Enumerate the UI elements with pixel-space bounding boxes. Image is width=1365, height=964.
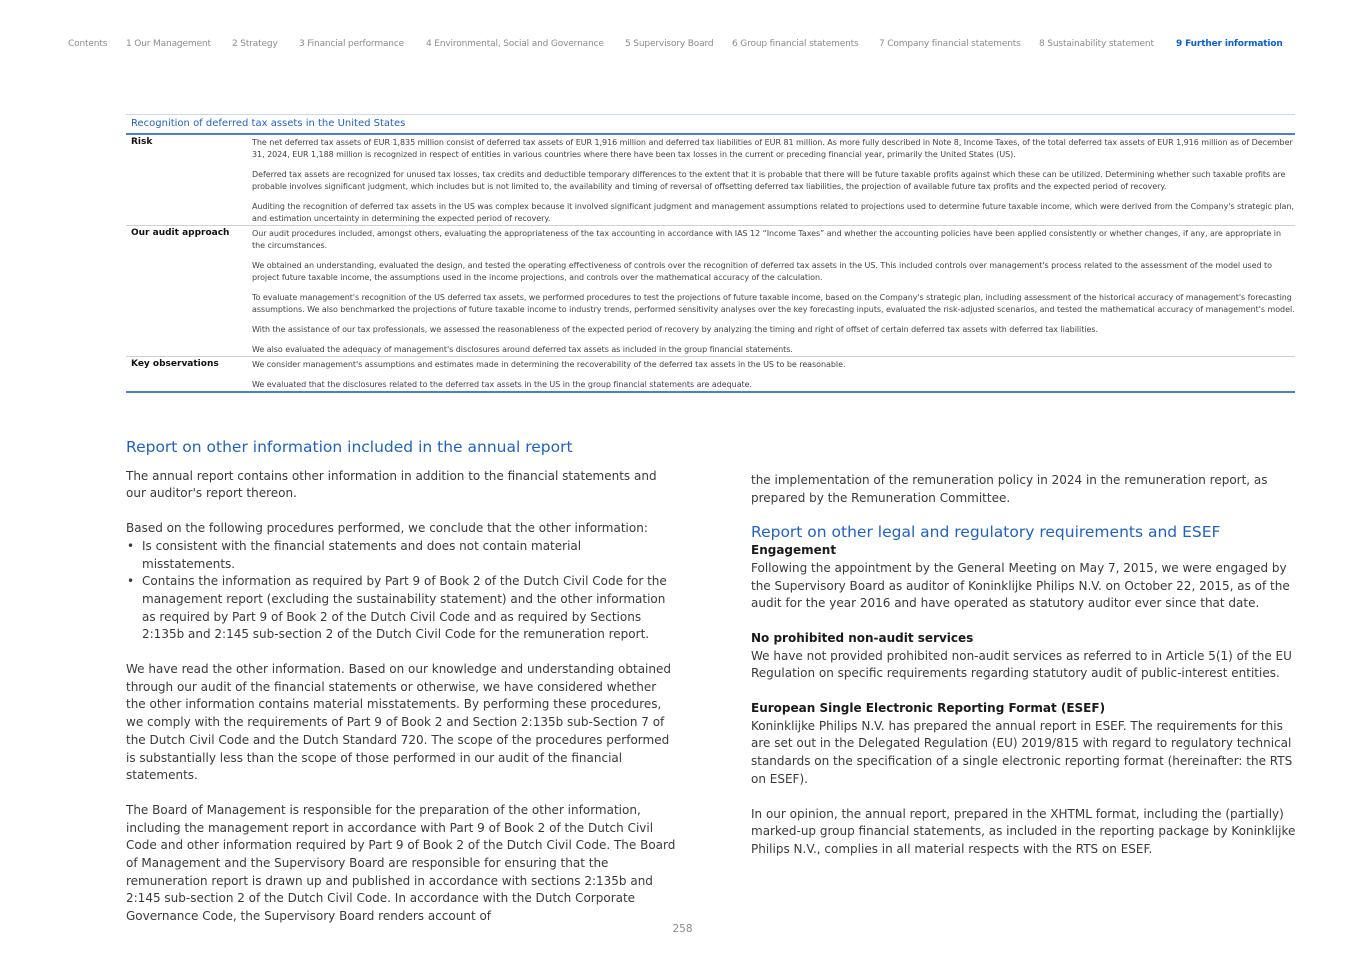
nav-item-contents[interactable]: Contents: [68, 39, 108, 49]
table-row-audit-approach: [126, 226, 1295, 357]
row-paragraph: To evaluate management's recognition of the US deferred tax assets, we performed procedures to test the projections of future taxable income, based on the Company's strategic plan, including assessment of the historical accuracy of management's forecasting assumptions. We also benchmarked the projections of future taxable income to industry trends, performed sensitivity analyses over the key forecasting inputs, evaluated the risk-adjusted scenarios, and tested the mathematical accuracy of management's model.: [252, 293, 1295, 314]
right-column: [751, 472, 1299, 876]
row-label: Our audit approach: [131, 228, 230, 238]
row-label: Key observations: [131, 359, 219, 369]
paragraph: The Board of Management is responsible for the preparation of the other information, including the management report in accordance with Part 9 of Book 2 of the Dutch Civil Code and other information required by Part 9 of Book 2 of the Dutch Civil Code. The Board of Management and the Supervisory Board are responsible for ensuring that the remuneration report is drawn up and published in accordance with sections 2:135b and 2:145 sub-section 2 of the Dutch Civil Code. In accordance with the Dutch Corporate Governance Code, the Supervisory Board renders account of: [126, 802, 676, 924]
paragraph: The annual report contains other information in addition to the financial statements and our auditor's report thereon.: [126, 468, 657, 501]
nav-item-esg[interactable]: 4 Environmental, Social and Governance: [426, 39, 604, 49]
row-content: [252, 226, 1295, 356]
paragraph: the implementation of the remuneration policy in 2024 in the remuneration report, as prepared by the Remuneration Committee.: [751, 473, 1268, 505]
nav-item-group-financial-statements[interactable]: 6 Group financial statements: [732, 39, 859, 49]
row-label: Risk: [131, 137, 153, 147]
table-title: Recognition of deferred tax assets in the United States: [131, 118, 406, 129]
left-column: [126, 439, 678, 943]
nav-item-company-financial-statements[interactable]: 7 Company financial statements: [879, 39, 1021, 49]
subheading-engagement: Engagement: [751, 543, 837, 558]
section-navigation: [68, 39, 1305, 53]
nav-item-financial-performance[interactable]: 3 Financial performance: [299, 39, 405, 49]
table-row-key-observations: [126, 357, 1295, 393]
key-audit-matter-table: [126, 114, 1295, 393]
paragraph-intro: Based on the following procedures performed, we conclude that the other information:: [126, 521, 648, 536]
row-paragraph: We evaluated that the disclosures related to the deferred tax assets in the US in the group financial statements are adequate.: [252, 380, 752, 389]
paragraph: We have not provided prohibited non-audit services as referred to in Article 5(1) of the EU Regulation on specific requirements regarding statutory audit of public-interest entities.: [751, 648, 1292, 681]
subheading-non-audit-services: No prohibited non-audit services: [751, 630, 974, 645]
row-paragraph: Deferred tax assets are recognized for unused tax losses, tax credits and deductible temporary differences to the extent that it is probable that there will be future taxable profits against which these can be utilized. Determining whether such taxable profits are probable involves significant judgment, which includes but is not limited to, the availability and timing of reversal of offsetting deferred tax liabilities, the projection of available future tax profits and the expected period of recovery.: [252, 170, 1286, 191]
row-paragraph: We obtained an understanding, evaluated the design, and tested the operating effectiveness of controls over the recognition of deferred tax assets in the US. This included controls over management's process related to the assessment of the model used to project future taxable income, the assumptions used in the income projections, and controls over the mathematical accuracy of the calculation.: [252, 261, 1272, 282]
nav-item-our-management[interactable]: 1 Our Management: [126, 39, 211, 49]
subheading-esef: European Single Electronic Reporting Format (ESEF): [751, 701, 1106, 716]
section-heading-legal-requirements: Report on other legal and regulatory requirements and ESEF: [751, 523, 1221, 542]
row-paragraph: Our audit procedures included, amongst others, evaluating the appropriateness of the tax accounting in accordance with IAS 12 “Income Taxes” and whether the accounting policies have been applied consistently or whether changes, if any, are appropriate in the circumstances.: [252, 229, 1281, 250]
nav-item-strategy[interactable]: 2 Strategy: [232, 39, 278, 49]
paragraph: We have read the other information. Based on our knowledge and understanding obtained through our audit of the financial statements or otherwise, we have considered whether the other information contains material misstatements. By performing these procedures, we comply with the requirements of Part 9 of Book 2 and Section 2:135b sub-Section 7 of the Dutch Civil Code and the Dutch Standard 720. The scope of the procedures performed is substantially less than the scope of those performed in our audit of the financial statements.: [126, 662, 671, 783]
row-paragraph: The net deferred tax assets of EUR 1,835 million consist of deferred tax assets of EUR 1,916 million and deferred tax liabilities of EUR 81 million. As more fully described in Note 8, Income Taxes, of the total deferred tax assets of EUR 1,916 million as of December 31, 2024, EUR 1,188 million is recognized in respect of entities in various countries where there have been tax losses in the current or preceding financial year, primarily the United States (US).: [252, 138, 1293, 159]
paragraph: Koninklijke Philips N.V. has prepared the annual report in ESEF. The requirements for this are set out in the Delegated Regulation (EU) 2019/815 with regard to regulatory technical standards on the specification of a single electronic reporting format (hereinafter: the RTS on ESEF).: [751, 718, 1293, 786]
nav-item-further-information[interactable]: 9 Further information: [1176, 39, 1283, 49]
section-heading-other-information: Report on other information included in the annual report: [126, 438, 573, 456]
row-paragraph: With the assistance of our tax professionals, we assessed the reasonableness of the expected period of recovery by analyzing the timing and right of offset of certain deferred tax assets with deferred tax liabilities.: [252, 325, 1098, 334]
page-number: 258: [672, 923, 693, 935]
nav-item-supervisory-board[interactable]: 5 Supervisory Board: [625, 39, 714, 49]
table-row-risk: [126, 135, 1295, 226]
paragraph: Following the appointment by the General Meeting on May 7, 2015, we were engaged by the Supervisory Board as auditor of Koninklijke Philips N.V. on October 22, 2015, as of the audit for the year 2016 and have operated as statutory auditor ever since that date.: [751, 560, 1290, 611]
list-item: • Contains the information as required by Part 9 of Book 2 of the Dutch Civil Code for the management report (excluding the sustainability statement) and the other information as required by Part 9 of Book 2 of the Dutch Civil Code and as required by Sections 2:135b and 2:145 sub-section 2 of the Dutch Civil Code for the remuneration report.: [126, 573, 678, 644]
row-content: [252, 135, 1295, 225]
row-content: [252, 357, 1295, 391]
row-paragraph: We also evaluated the adequacy of management's disclosures around deferred tax assets as included in the group financial statements.: [252, 345, 793, 354]
paragraph: In our opinion, the annual report, prepared in the XHTML format, including the (partially) marked-up group financial statements, as included in the reporting package by Koninklijke Philips N.V., complies in all material respects with the RTS on ESEF.: [751, 806, 1296, 856]
list-item: • Is consistent with the financial statements and does not contain material misstatements.: [126, 538, 678, 573]
nav-item-sustainability-statement[interactable]: 8 Sustainability statement: [1039, 39, 1154, 49]
row-paragraph: We consider management's assumptions and estimates made in determining the recoverability of the deferred tax assets in the US to be reasonable.: [252, 360, 846, 369]
bullet-list: [126, 538, 678, 644]
row-paragraph: Auditing the recognition of deferred tax assets in the US was complex because it involved significant judgment and management assumptions related to projections used to determine future taxable income, which were derived from the Company's strategic plan, and estimation uncertainty in determining the expected period of recovery.: [252, 202, 1294, 223]
table-header: [126, 114, 1295, 135]
